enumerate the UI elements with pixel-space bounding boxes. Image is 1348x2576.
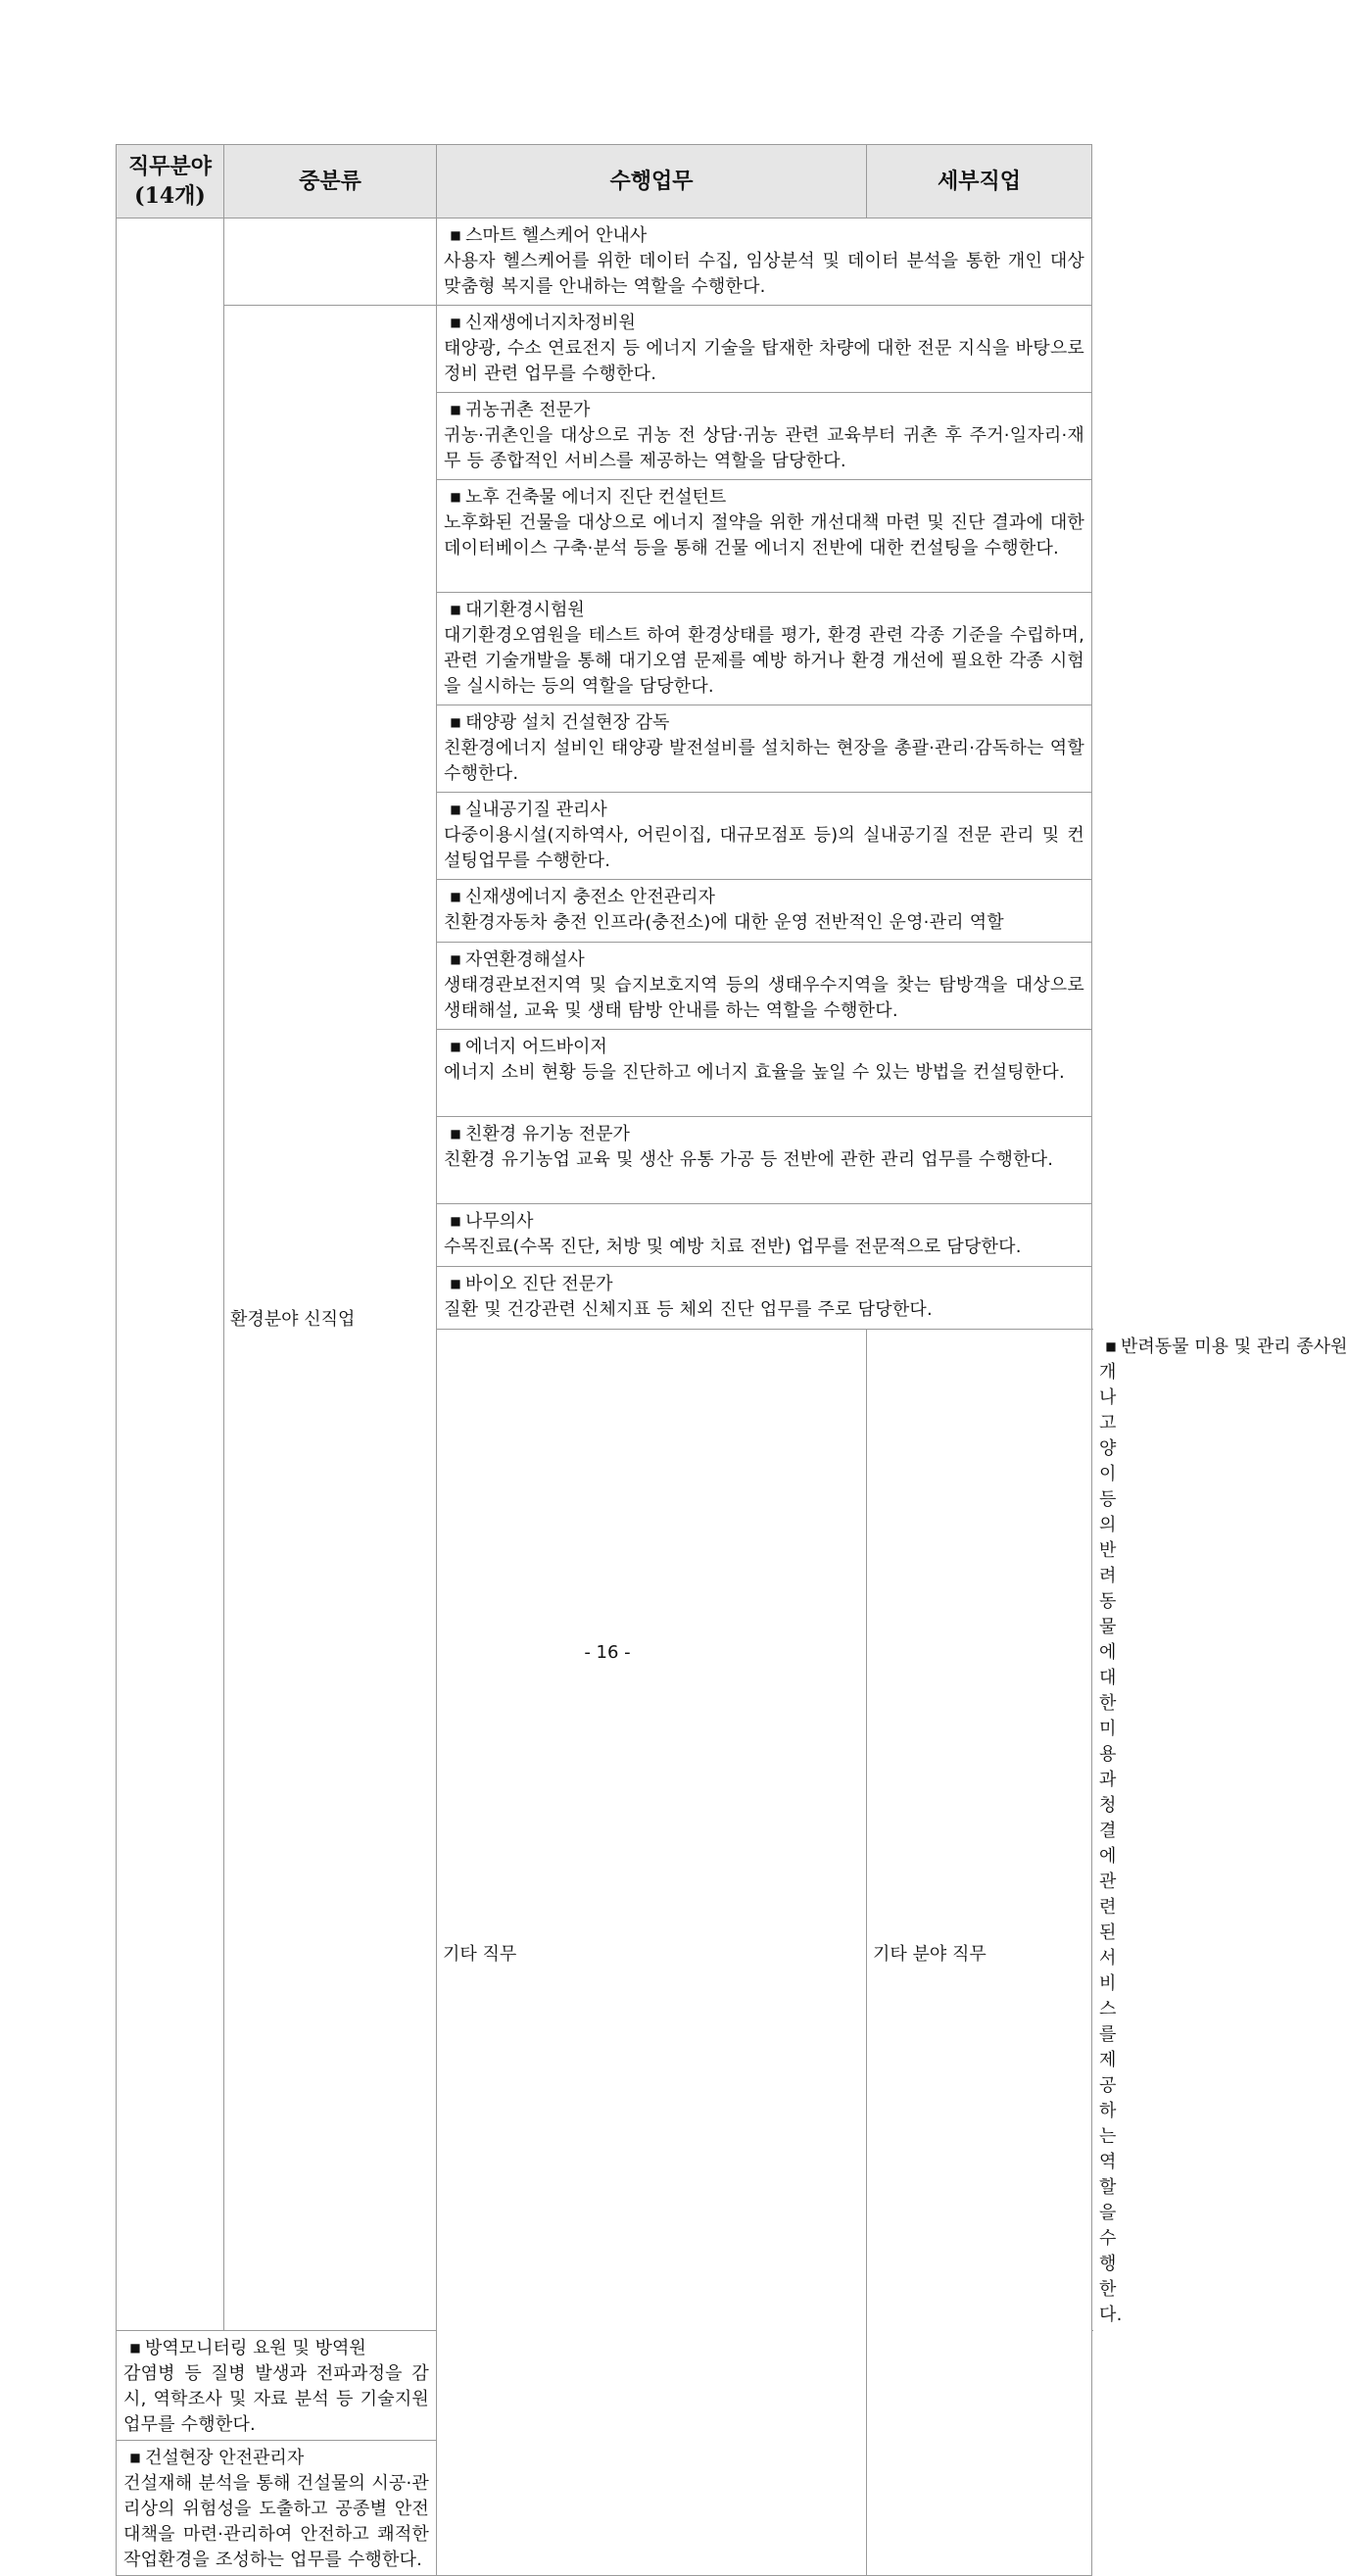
task-title: ■ 바이오 진단 전문가: [444, 1271, 1084, 1297]
bullet-icon: ■: [450, 715, 461, 729]
bullet-icon: ■: [129, 2451, 141, 2464]
task-title: ■ 신재생에너지차정비원: [444, 310, 1084, 336]
task-cell: [437, 480, 1092, 593]
task-description: 건설재해 분석을 통해 건설물의 시공·관리상의 위험성을 도출하고 공종별 안전대책을 마련·관리하여 안전하고 쾌적한 작업환경을 조성하는 업무를 수행한다.: [123, 2473, 429, 2570]
task-description: 생태경관보전지역 및 습지보호지역 등의 생태우수지역을 찾는 탐방객을 대상으로 생태해설, 교육 및 생태 탐방 안내를 하는 역할을 수행한다.: [444, 975, 1084, 1021]
task-description: 에너지 소비 현황 등을 진단하고 에너지 효율을 높일 수 있는 방법을 컨설팅한다.: [444, 1062, 1065, 1083]
header-field-line1: 직무분야: [127, 154, 212, 179]
task-cell: [437, 943, 1092, 1030]
table-row: 기타 직무 기타 분야 직무 ■ 반려동물 미용 및 관리 종사원 개나 고양이 등의 반려동물에 대한 미용과 청결에 관련된 서비스를 제공하는 역할을 수행한다.: [117, 1330, 1092, 2331]
task-description: 귀농·귀촌인을 대상으로 귀농 전 상담·귀농 관련 교육부터 귀촌 후 주거·일자리·재무 등 종합적인 서비스를 제공하는 역할을 담당한다.: [444, 425, 1084, 471]
bullet-icon: ■: [450, 1040, 461, 1053]
bullet-icon: ■: [450, 1214, 461, 1228]
task-description: 다중이용시설(지하역사, 어린이집, 대규모점포 등)의 실내공기질 전문 관리 및 컨설팅업무를 수행한다.: [444, 825, 1084, 871]
task-description: 사용자 헬스케어를 위한 데이터 수집, 임상분석 및 데이터 분석을 통한 개인 대상 맞춤형 복지를 안내하는 역할을 수행한다.: [444, 251, 1084, 297]
mid-category-other: 기타 분야 직무: [867, 1330, 1092, 2576]
task-cell: [437, 393, 1092, 480]
field-cell-empty: [117, 219, 224, 2331]
bullet-icon: ■: [129, 2341, 141, 2355]
mid-category-env: 환경분야 신직업: [224, 306, 437, 2331]
bullet-icon: ■: [450, 890, 461, 903]
bullet-icon: ■: [450, 1277, 461, 1290]
task-cell: [117, 2441, 437, 2576]
task-cell: [437, 793, 1092, 880]
task-title: ■ 방역모니터링 요원 및 방역원: [123, 2335, 429, 2361]
bullet-icon: ■: [450, 802, 461, 816]
field-other: 기타 직무: [437, 1330, 867, 2576]
task-title: ■ 자연환경해설사: [444, 947, 1084, 973]
task-cell: [117, 2331, 437, 2441]
task-description: 친환경에너지 설비인 태양광 발전설비를 설치하는 현장을 총괄·관리·감독하는 역할 수행한다.: [444, 738, 1084, 784]
task-cell: [437, 1030, 1092, 1117]
task-cell: [437, 1117, 1092, 1204]
header-tasks: 수행업무: [437, 145, 867, 219]
job-table: [116, 144, 1348, 2576]
task-description: 노후화된 건물을 대상으로 에너지 절약을 위한 개선대책 마련 및 진단 결과에 대한 데이터베이스 구축·분석 등을 통해 건물 에너지 전반에 대한 컨설팅을 수행한다.: [444, 512, 1084, 559]
task-description: 친환경 유기농업 교육 및 생산 유통 가공 등 전반에 관한 관리 업무를 수행한다.: [444, 1149, 1054, 1170]
table-row: [117, 306, 1092, 393]
task-title: ■ 귀농귀촌 전문가: [444, 397, 1084, 423]
task-cell: [437, 1267, 1092, 1330]
bullet-icon: ■: [450, 490, 461, 504]
task-title: ■ 스마트 헬스케어 안내사: [444, 222, 1084, 249]
header-detail-job: 세부직업: [867, 145, 1092, 219]
task-title: ■ 건설현장 안전관리자: [123, 2445, 429, 2471]
task-title: ■ 나무의사: [444, 1208, 1084, 1235]
task-title: ■ 친환경 유기농 전문가: [444, 1121, 1084, 1147]
task-cell: [437, 306, 1092, 393]
task-description: 태양광, 수소 연료전지 등 에너지 기술을 탑재한 차량에 대한 전문 지식을 바탕으로 정비 관련 업무를 수행한다.: [444, 338, 1084, 384]
task-cell: [437, 593, 1092, 705]
task-cell: [437, 1204, 1092, 1267]
bullet-icon: ■: [450, 316, 461, 329]
header-row: [117, 145, 1092, 219]
header-mid-category: 중분류: [224, 145, 437, 219]
task-title: ■ 실내공기질 관리사: [444, 797, 1084, 823]
task-cell: [437, 219, 1092, 306]
task-description: 감염병 등 질병 발생과 전파과정을 감시, 역학조사 및 자료 분석 등 기술지원 업무를 수행한다.: [123, 2363, 429, 2435]
header-field-line2: (14개): [134, 183, 206, 209]
task-description: 수목진료(수목 진단, 처방 및 예방 치료 전반) 업무를 전문적으로 담당한다.: [444, 1237, 1022, 1257]
task-title: ■ 태양광 설치 건설현장 감독: [444, 709, 1084, 736]
task-cell: [437, 880, 1092, 943]
bullet-icon: ■: [450, 228, 461, 242]
task-title: ■ 노후 건축물 에너지 진단 컨설턴트: [444, 484, 1084, 510]
mid-category-cell-empty: [224, 219, 437, 306]
task-description: 질환 및 건강관련 신체지표 등 체외 진단 업무를 주로 담당한다.: [444, 1299, 933, 1320]
header-field: [117, 145, 224, 219]
task-title: ■ 신재생에너지 충전소 안전관리자: [444, 884, 1084, 910]
task-title: ■ 에너지 어드바이저: [444, 1034, 1084, 1060]
bullet-icon: ■: [1105, 1339, 1117, 1353]
task-title: ■ 대기환경시험원: [444, 597, 1084, 623]
table-row: [117, 219, 1092, 306]
bullet-icon: ■: [450, 403, 461, 416]
task-description: 친환경자동차 충전 인프라(충전소)에 대한 운영 전반적인 운영·관리 역할: [444, 912, 1004, 933]
task-description: 대기환경오염원을 테스트 하여 환경상태를 평가, 환경 관련 각종 기준을 수립하며, 관련 기술개발을 통해 대기오염 문제를 예방 하거나 환경 개선에 필요한 각종 시험을 실시하는 등의 역할을 담당한다.: [444, 625, 1084, 697]
bullet-icon: ■: [450, 1127, 461, 1141]
task-cell: [437, 705, 1092, 793]
page-number: - 16 -: [584, 1642, 631, 1663]
bullet-icon: ■: [450, 603, 461, 616]
bullet-icon: ■: [450, 952, 461, 966]
